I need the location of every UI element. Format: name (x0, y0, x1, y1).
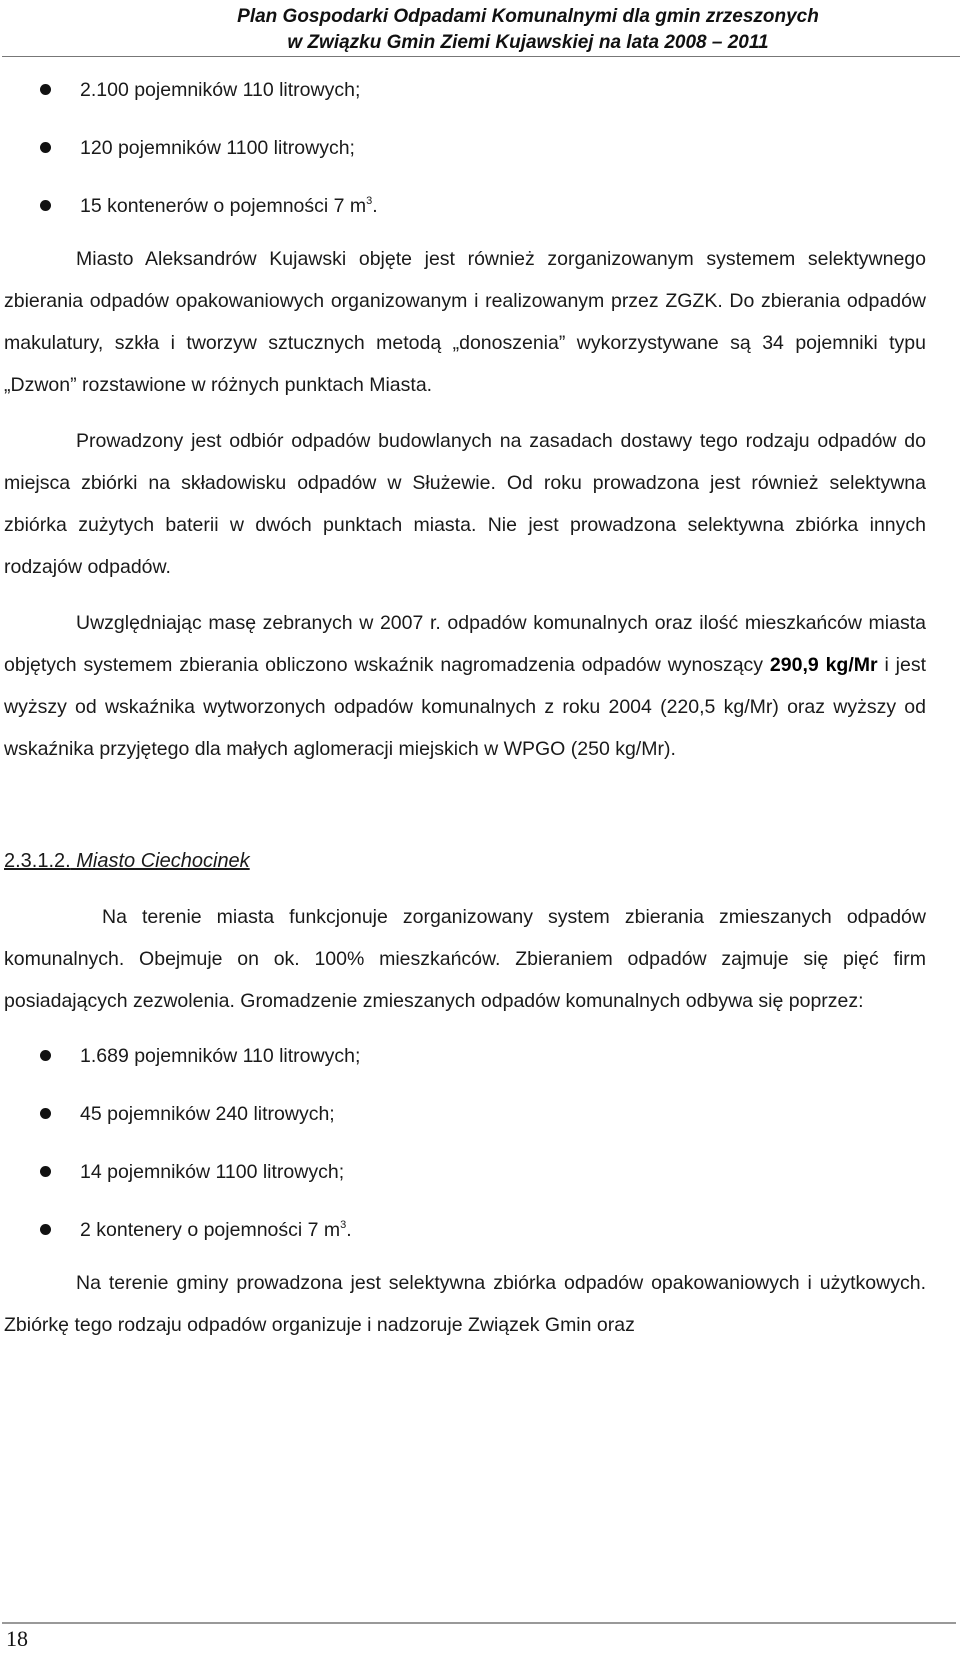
header-rule (2, 56, 960, 57)
list-item-text: 45 pojemników 240 litrowych; (80, 1103, 335, 1125)
list-item (4, 184, 926, 242)
list-item-text: 2.100 pojemników 110 litrowych; (80, 79, 361, 101)
list-item (4, 1092, 926, 1150)
list-item-text: 14 pojemników 1100 litrowych; (80, 1161, 345, 1183)
paragraph: Prowadzony jest odbiór odpadów budowlanych na zasadach dostawy tego rodzaju odpadów do miejsca zbiórki na składowisku odpadów w Służewie. Od roku prowadzona jest również selektywna zbiórka zużytych baterii w dwóch punktach miasta. Nie jest prowadzona selektywna zbiórka innych rodzajów odpadów. (4, 430, 926, 578)
paragraph: Miasto Aleksandrów Kujawski objęte jest również zorganizowanym systemem selektywnego zbierania odpadów opakowaniowych organizowanym i realizowanym przez ZGZK. Do zbierania odpadów makulatury, szkła i tworzyw sztucznych metodą „donoszenia” wykorzystywane są 34 pojemniki typu „Dzwon” rozstawione w różnych punktach Miasta. (4, 248, 926, 396)
header-line-1: Plan Gospodarki Odpadami Komunalnymi dla gmin zrzeszonych (237, 6, 819, 27)
page-number: 18 (6, 1626, 28, 1651)
list-item-suffix: . (346, 1219, 352, 1241)
paragraph: Na terenie gminy prowadzona jest selektywna zbiórka odpadów opakowaniowych i użytkowych. Zbiórkę tego rodzaju odpadów organizuje i nadzoruje Związek Gmin oraz (4, 1272, 926, 1336)
list-item-text: 2 kontenery o pojemności 7 m (80, 1219, 341, 1241)
list-item (4, 68, 926, 126)
list-item (4, 1034, 926, 1092)
list-item (4, 126, 926, 184)
bullet-icon (40, 84, 51, 95)
list-item (4, 1150, 926, 1208)
bin-list-aleksandrow (4, 68, 926, 242)
list-item-suffix: . (372, 195, 378, 217)
bin-list-ciechocinek (4, 1034, 926, 1266)
list-item-text: 15 kontenerów o pojemności 7 m (80, 195, 367, 217)
running-header (148, 4, 908, 56)
header-line-2: w Związku Gmin Ziemi Kujawskiej na lata 2008 – 2011 (287, 32, 769, 53)
paragraph-text: i jest wyższy od wskaźnika wytworzonych odpadów komunalnych z roku 2004 (220,5 kg/Mr) oraz wyższy od wskaźnika przyjętego dla małych aglomeracji miejskich w WPGO (250 kg/Mr). (4, 654, 926, 760)
bullet-icon (40, 200, 51, 211)
list-item-text: 120 pojemników 1100 litrowych; (80, 137, 355, 159)
superscript: 3 (366, 195, 373, 207)
section-title: Miasto Ciechocinek (70, 850, 250, 872)
paragraph-text: Uwzględniając masę zebranych w 2007 r. odpadów komunalnych oraz ilość mieszkańców miasta objętych systemem zbierania obliczono wskaźnik nagromadzenia odpadów wynoszący (4, 612, 926, 676)
bullet-icon (40, 142, 51, 153)
section-heading (4, 840, 926, 882)
indicator-value: 290,9 kg/Mr (769, 654, 878, 676)
superscript: 3 (340, 1219, 347, 1231)
paragraph (4, 602, 926, 770)
bullet-icon (40, 1166, 51, 1177)
section-number: 2.3.1.2. (4, 850, 71, 872)
bullet-icon (40, 1224, 51, 1235)
list-item-text: 1.689 pojemników 110 litrowych; (80, 1045, 361, 1067)
bullet-icon (40, 1050, 51, 1061)
footer-rule (2, 1622, 956, 1624)
page-body (4, 68, 926, 1346)
bullet-icon (40, 1108, 51, 1119)
paragraph: Na terenie miasta funkcjonuje zorganizowany system zbierania zmieszanych odpadów komunalnych. Obejmuje on ok. 100% mieszkańców. Zbieraniem odpadów zajmuje się pięć firm posiadających zezwolenia. Gromadzenie zmieszanych odpadów komunalnych odbywa się poprzez: (4, 906, 926, 1012)
list-item (4, 1208, 926, 1266)
